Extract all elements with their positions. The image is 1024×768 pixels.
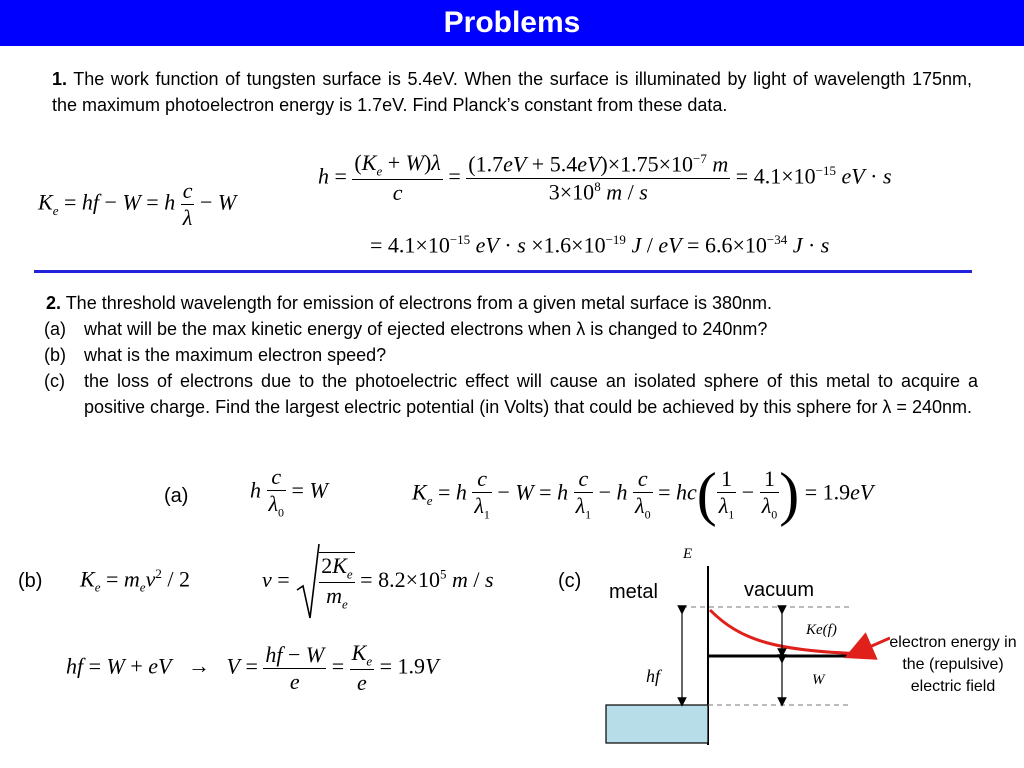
equation-planck-joules: = $4.1\times 10^{-15}$ eV · $s \times 1.6\times 10^{-19}$ J / eV = $6.6\times 10^{-34}$ J · s xyxy=(370,232,830,258)
solution-a-label: (a) xyxy=(164,485,189,507)
problem-2b-label: (b) xyxy=(44,345,66,365)
problem-2a-label: (a) xyxy=(44,319,66,339)
vacuum-label: vacuum xyxy=(744,579,815,601)
problem-1-body: The work function of tungsten surface is 5.4eV. When the surface is illuminated by light of wavelength 175nm, the maximum photoelectron energy is 1.7eV. Find Planck’s constant from these data. xyxy=(52,69,972,115)
hf-label-text: hf xyxy=(646,666,661,686)
metal-label: metal xyxy=(609,581,658,603)
repulsive-energy-curve xyxy=(710,610,872,654)
problem-2-number: 2. xyxy=(46,293,62,313)
energy-axis-label: E xyxy=(683,546,693,562)
equation-potential: hf = W + eV → V = $\frac{hf - W}{e}$ = $\frac{K_e}{e}$ = 1.9V xyxy=(66,640,439,696)
hf-label xyxy=(646,666,660,687)
equation-ke-hf: $K_e$ = hf − W = h $\frac{c}{\lambda}$ − W xyxy=(38,178,237,230)
equation-speed: v = $\frac{2K_e}{m_e}$ = $8.2\times 10^5$ m / s xyxy=(262,542,494,622)
problem-2-body: The threshold wavelength for emission of electrons from a given metal surface is 380nm. xyxy=(61,293,773,313)
problem-2c-text: the loss of electrons due to the photoelectric effect will cause an isolated sphere of this metal to acquire a positive charge. Find the largest electric potential (in Volts) that could be achieved by this sphere for λ = 240nm. xyxy=(84,371,978,417)
problem-2-text xyxy=(46,290,976,316)
work-function-label: W xyxy=(812,672,825,688)
ke-label xyxy=(806,622,837,639)
problem-2b-text: what is the maximum electron speed? xyxy=(84,345,387,365)
metal-block xyxy=(606,705,708,743)
problem-1-number: 1. xyxy=(52,69,68,89)
problem-2c-label: (c) xyxy=(44,371,65,391)
callout-text: electron energy in the (repulsive) electric field xyxy=(889,634,1017,695)
solution-c-label: (c) xyxy=(558,570,582,592)
sqrt-sign xyxy=(295,542,321,622)
ke-label-text: Ke(f) xyxy=(806,622,837,638)
equation-planck: h = $\frac{(K_e + W)\lambda}{c}$ = $\frac{(1.7eV + 5.4eV)\times 1.75\times 10^{-7} m}{3\times 10^8 m / s}$ = $4.1\times 10^{-15}$ eV · s xyxy=(318,150,892,206)
page-title: Problems xyxy=(0,0,1024,46)
section-divider xyxy=(34,270,972,273)
problem-2a-text: what will be the max kinetic energy of ejected electrons when λ is changed to 240nm? xyxy=(84,319,768,339)
callout-arrow xyxy=(858,638,890,652)
equation-ke-result: $K_e = h$ $\frac{c}{\lambda_1}$ − W = h $\frac{c}{\lambda_1}$ − h $\frac{c}{\lambda_0}$ = hc( $\frac{1}{\lambda_1}$ − $\frac{1}{\lambda_0}$ ) = 1.9eV xyxy=(412,461,874,527)
problem-1-text xyxy=(52,66,972,118)
equation-threshold: h $\frac{c}{\lambda_0}$ = W xyxy=(250,464,328,520)
equation-ke-velocity: $K_e = m_ev^2 / 2$ xyxy=(80,566,190,595)
energy-diagram xyxy=(590,540,890,755)
solution-b-label: (b) xyxy=(18,570,43,592)
